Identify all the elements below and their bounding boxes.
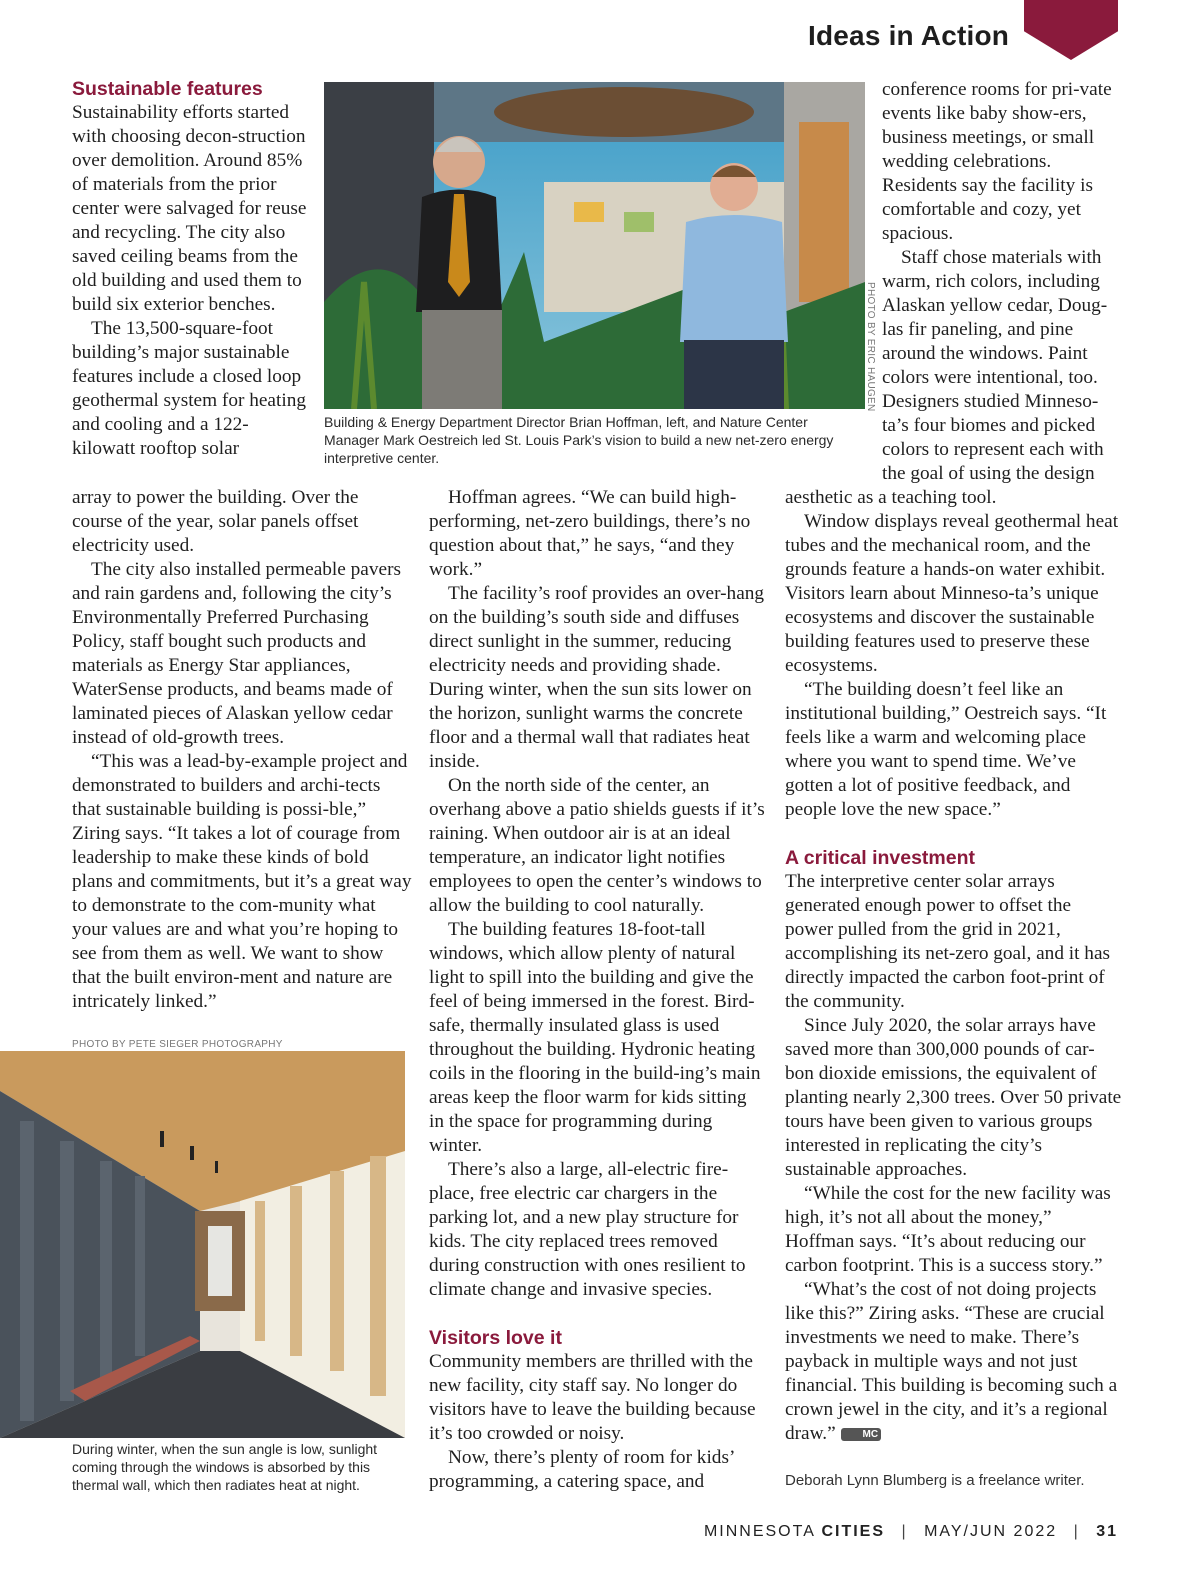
- magazine-name-prefix: MINNESOTA: [703, 1523, 815, 1540]
- author-bio: Deborah Lynn Blumberg is a freelance writer.: [785, 1472, 1085, 1489]
- heading-sustainable-features: Sustainable features: [72, 78, 263, 100]
- photo-top-credit: PHOTO BY ERIC HAUGEN: [865, 282, 876, 412]
- column-2-body: [429, 486, 765, 1302]
- paragraph: Since July 2020, the solar arrays have saved more than 300,000 pounds of car-bon dioxide emissions, the equivalent of planting nearly 2,300 trees. Over 50 private tours have been given to various groups interested in replicating the city’s sustainable approaches.: [785, 1015, 1122, 1180]
- footer-divider: |: [1073, 1523, 1080, 1540]
- heading-critical-investment: A critical investment: [785, 847, 976, 869]
- end-mark-logo: MC: [841, 1428, 882, 1441]
- paragraph: Community members are thrilled with the new facility, city staff say. No longer do visitors have to leave the building because it’s too crowded or noisy.: [429, 1351, 756, 1444]
- column-1-top: [72, 77, 308, 461]
- page-number: 31: [1096, 1523, 1118, 1540]
- paragraph: The city also installed permeable pavers and rain gardens and, following the city’s Environmentally Preferred Purchasing Policy, staff bought such products and materials as Energy Star appliances, WaterSense products, and beams made of laminated pieces of Alaskan yellow cedar instead of old-growth trees.: [72, 559, 401, 748]
- column-1-wrap-text: [72, 101, 308, 461]
- paragraph: Now, there’s plenty of room for kids’ programming, a catering space, and: [429, 1447, 734, 1492]
- paragraph: “This was a lead-by-example project and demonstrated to builders and archi-tects that sustainable building is possi-ble,” Ziring says. “It takes a lot of courage from leadership to make these kinds of bold plans and commitments, but it’s a great way to demonstrate to the com-munity what your values are and what you’re hoping to see from them as well. We want to show that the built environ-ment and nature are intricately linked.”: [72, 751, 412, 1012]
- column-3-wrap-text: [882, 78, 1122, 486]
- photo-top-caption: Building & Energy Department Director Brian Hoffman, left, and Nature Center Manager Mark Oestreich led St. Louis Park’s vision to build a new net-zero energy interpretive center.: [324, 414, 834, 466]
- column-3-body: [785, 486, 1123, 822]
- magazine-name-bold: CITIES: [821, 1523, 885, 1540]
- paragraph: “While the cost for the new facility was high, it’s not all about the money,” Hoffman says. “It’s about reducing our carbon footprint. This is a success story.”: [785, 1183, 1111, 1276]
- paragraph-with-logo: [785, 1278, 1123, 1446]
- paragraph: “What’s the cost of not doing projects like this?” Ziring asks. “These are crucial investments we need to make. There’s payback in multiple ways and not just financial. This building is becoming such a crown jewel in the city, and it’s a regional draw.”: [785, 1279, 1118, 1444]
- column-2-section-text: [429, 1350, 765, 1494]
- paragraph: Window displays reveal geothermal heat tubes and the mechanical room, and the grounds feature a hands-on water exhibit. Visitors learn about Minneso-ta’s unique ecosystems and discover the sustainable building features used to preserve these ecosystems.: [785, 511, 1119, 676]
- column-1-body: [72, 486, 412, 1014]
- paragraph: array to power the building. Over the course of the year, solar panels offset electricity used.: [72, 487, 359, 556]
- exhibit-photo: [324, 82, 865, 409]
- footer-divider: |: [901, 1523, 908, 1540]
- column-2-section: [429, 1326, 765, 1494]
- paragraph: On the north side of the center, an overhang above a patio shields guests if it’s raining. When outdoor air is at an ideal temperature, an indicator light notifies employees to open the center’s windows to allow the building to cool naturally.: [429, 775, 765, 916]
- column-3-section: [785, 846, 1123, 1446]
- photo-bottom-caption: During winter, when the sun angle is low, sunlight coming through the windows is absorbed by this thermal wall, which then radiates heat at night.: [72, 1441, 378, 1493]
- heading-visitors-love-it: Visitors love it: [429, 1327, 562, 1349]
- section-tab-marker: [1024, 0, 1118, 60]
- page-footer: [704, 1523, 1118, 1541]
- paragraph: The building features 18-foot-tall windows, which allow plenty of natural light to spill into the building and give the feel of being immersed in the forest. Bird-safe, thermally insulated glass is used throughout the building. Hydronic heating coils in the flooring in the build-ing’s main areas keep the floor warm for kids sitting in the space for programming during winter.: [429, 919, 761, 1156]
- paragraph: The facility’s roof provides an over-hang on the building’s south side and diffuses direct sunlight in the summer, reducing electricity needs and providing shade. During winter, when the sun sits lower on the horizon, sunlight warms the concrete floor and a thermal wall that radiates heat inside.: [429, 583, 765, 772]
- paragraph: conference rooms for pri-vate events like baby show-ers, business meetings, or small wedding celebrations. Residents say the facility is comfortable and cozy, yet spacious.: [882, 79, 1112, 244]
- column-3-section-text: [785, 870, 1123, 1446]
- photo-bottom-credit: PHOTO BY PETE SIEGER PHOTOGRAPHY: [72, 1039, 283, 1050]
- paragraph: There’s also a large, all-electric fire-place, free electric car chargers in the parking lot, and a new play structure for kids. The city replaced trees removed during construction with ones resilient to climate change and invasive species.: [429, 1159, 746, 1300]
- section-title: Ideas in Action: [808, 20, 1010, 51]
- paragraph: The interpretive center solar arrays generated enough power to offset the power pulled from the grid in 2021, accomplishing its net-zero goal, and it has directly impacted the carbon foot-print of the community.: [785, 871, 1111, 1012]
- paragraph: The 13,500-square-foot building’s major sustainable features include a closed loop geothermal system for heating and cooling and a 122-kilowatt rooftop solar: [72, 318, 306, 459]
- paragraph: Hoffman agrees. “We can build high-performing, net-zero buildings, there’s no question about that,” he says, “and they work.”: [429, 487, 751, 580]
- photo-top: [324, 82, 865, 409]
- paragraph: “The building doesn’t feel like an institutional building,” Oestreich says. “It feels like a warm and welcoming place where you want to spend time. We’ve gotten a lot of positive feedback, and people love the new space.”: [785, 679, 1107, 820]
- paragraph: Sustainability efforts started with choosing decon-struction over demolition. Around 85% of materials from the prior center were salvaged for reuse and recycling. The city also saved ceiling beams from the old building and used them to build six exterior benches.: [72, 102, 307, 315]
- paragraph: aesthetic as a teaching tool.: [785, 487, 997, 508]
- photo-bottom: [0, 1051, 405, 1438]
- issue-date: MAY/JUN 2022: [924, 1523, 1058, 1540]
- paragraph: Staff chose materials with warm, rich colors, including Alaskan yellow cedar, Doug-las fir paneling, and pine around the windows. Paint colors were intentional, too. Designers studied Minneso-ta’s four biomes and picked colors to represent each with the goal of using the design: [882, 247, 1108, 484]
- hallway-photo: [0, 1051, 405, 1438]
